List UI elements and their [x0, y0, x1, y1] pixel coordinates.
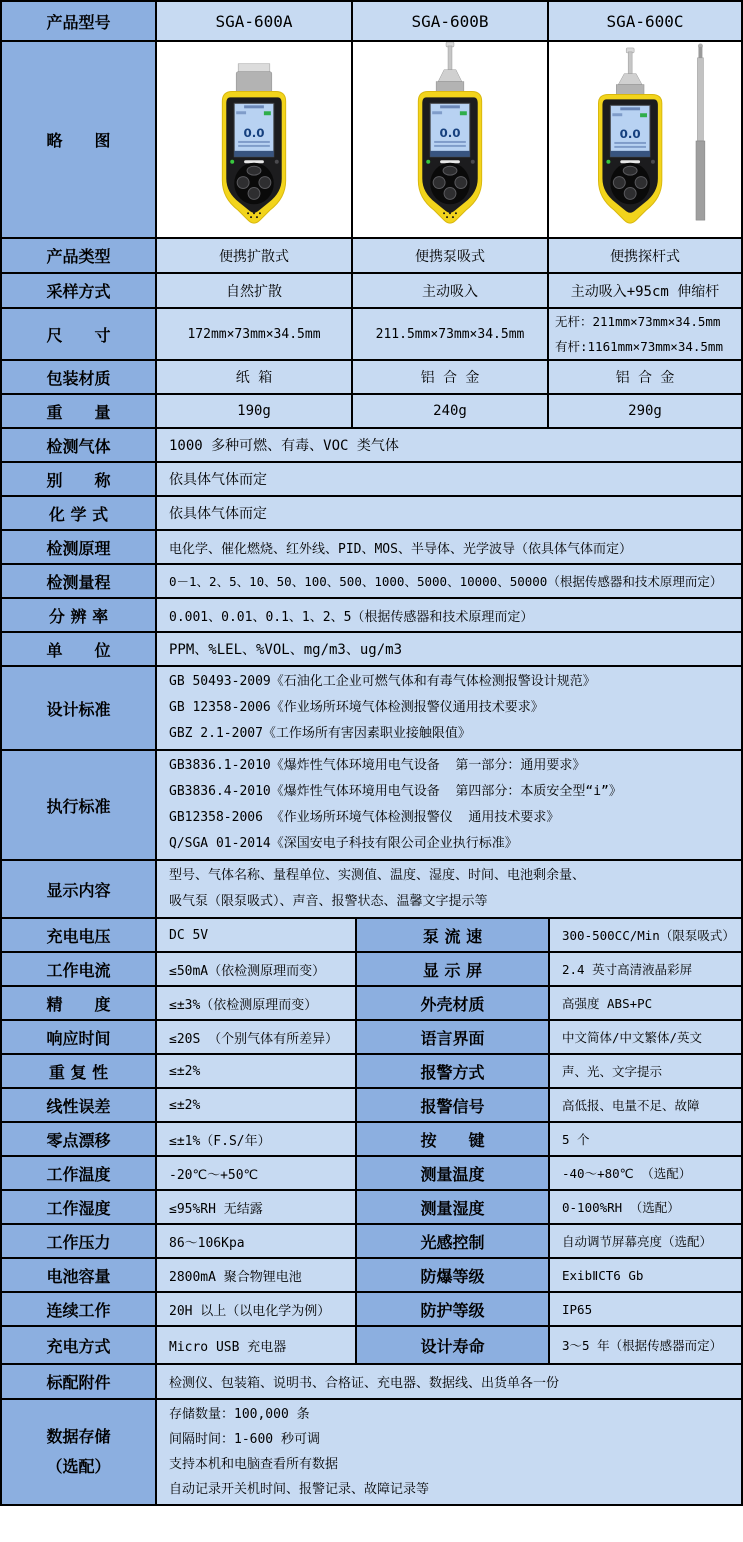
row-label-working-current: 工作电流: [1, 952, 156, 986]
row-label-size: 尺 寸: [1, 308, 156, 360]
alarm-mode-value: 声、光、文字提示: [549, 1054, 742, 1088]
weight-a: 190g: [156, 394, 352, 428]
continuous-work-value: 20H 以上（以电化学为例）: [156, 1292, 356, 1326]
light-control-value: 自动调节屏幕亮度（选配）: [549, 1224, 742, 1258]
resolution-value: 0.001、0.01、0.1、1、2、5（根据传感器和技术原理而定）: [156, 598, 742, 632]
sensor-cap-icon: [236, 64, 272, 94]
row-label-accessories: 标配附件: [1, 1364, 156, 1399]
row-label-product-type: 产品类型: [1, 238, 156, 273]
work-pressure-value: 86～106Kpa: [156, 1224, 356, 1258]
power-led: [426, 160, 430, 164]
data-storage-label-line1: 数据存储: [46, 1427, 111, 1446]
row-label-units: 单 位: [1, 632, 156, 666]
row-label-alarm-signal: 报警信号: [356, 1088, 549, 1122]
design-standard-line: GBZ 2.1-2007《工作场所有害因素职业接触限值》: [169, 726, 471, 741]
pump-probe-icon: [436, 42, 464, 94]
repeatability-value: ≤±2%: [156, 1054, 356, 1088]
row-label-language: 语言界面: [356, 1020, 549, 1054]
design-standard-line: GB 50493-2009《石油化工企业可燃气体和有毒气体检测报警设计规范》: [169, 674, 596, 689]
exec-standard-line: Q/SGA 01-2014《深国安电子科技有限公司企业执行标准》: [169, 836, 518, 851]
table-row: [1, 1122, 742, 1156]
row-label-work-pressure: 工作压力: [1, 1224, 156, 1258]
table-row: [1, 1258, 742, 1292]
row-label-formula: 化 学 式: [1, 496, 156, 530]
exec-standard-value: [156, 750, 742, 860]
row-label-zero-drift: 零点漂移: [1, 1122, 156, 1156]
row-label-response-time: 响应时间: [1, 1020, 156, 1054]
table-row: [1, 462, 742, 496]
device-screen: [610, 105, 650, 156]
data-storage-value: [156, 1399, 742, 1505]
table-row: [1, 238, 742, 273]
screen-reading: 0.0: [619, 126, 641, 141]
table-row: [1, 986, 742, 1020]
screen-value: 2.4 英寸高清液晶彩屏: [549, 952, 742, 986]
battery-icon: [264, 111, 271, 115]
product-type-b: 便携泵吸式: [352, 238, 548, 273]
size-c-line1: 无杆：211mm×73mm×34.5mm: [555, 314, 721, 329]
table-row: [1, 41, 742, 238]
packaging-a: 纸 箱: [156, 360, 352, 394]
measure-humidity-value: 0-100%RH （选配）: [549, 1190, 742, 1224]
display-content-line: 吸气泵（限泵吸式）、声音、报警状态、温馨文字提示等: [169, 894, 488, 909]
row-label-battery: 电池容量: [1, 1258, 156, 1292]
data-storage-line: 自动记录开关机时间、报警记录、故障记录等: [169, 1482, 430, 1497]
battery-icon: [460, 111, 467, 115]
row-label-display-content: 显示内容: [1, 860, 156, 918]
row-label-measure-temp: 测量温度: [356, 1156, 549, 1190]
charge-voltage-value: DC 5V: [156, 918, 356, 952]
table-row: [1, 918, 742, 952]
table-row: [1, 666, 742, 750]
table-row: [1, 598, 742, 632]
screen-reading: 0.0: [439, 126, 461, 141]
range-value: 0－1、2、5、10、50、100、500、1000、5000、10000、50000（根据传感器和技术原理而定）: [156, 564, 742, 598]
power-led: [230, 160, 234, 164]
data-storage-label-line2: （选配）: [46, 1457, 111, 1476]
row-label-alias: 别 称: [1, 462, 156, 496]
table-row: [1, 1, 742, 41]
packaging-c: 铝 合 金: [548, 360, 742, 394]
size-a: 172mm×73mm×34.5mm: [156, 308, 352, 360]
model-name-a: SGA-600A: [156, 1, 352, 41]
telescopic-rod-icon: [696, 43, 705, 220]
data-storage-line: 存储数量：100,000 条: [169, 1407, 310, 1422]
row-label-accuracy: 精 度: [1, 986, 156, 1020]
table-row: [1, 1054, 742, 1088]
units-value: PPM、%LEL、%VOL、mg/m3、ug/m3: [156, 632, 742, 666]
row-label-pump-flow: 泵 流 速: [356, 918, 549, 952]
row-label-screen: 显 示 屏: [356, 952, 549, 986]
row-label-range: 检测量程: [1, 564, 156, 598]
explosion-proof-value: ExibⅡCT6 Gb: [549, 1258, 742, 1292]
product-type-c: 便携探杆式: [548, 238, 742, 273]
row-label-alarm-mode: 报警方式: [356, 1054, 549, 1088]
table-row: [1, 750, 742, 860]
product-type-a: 便携扩散式: [156, 238, 352, 273]
row-label-buttons: 按 键: [356, 1122, 549, 1156]
table-row: [1, 1020, 742, 1054]
table-row: [1, 428, 742, 462]
pump-flow-value: 300-500CC/Min（限泵吸式）: [549, 918, 742, 952]
linearity-value: ≤±2%: [156, 1088, 356, 1122]
row-label-continuous-work: 连续工作: [1, 1292, 156, 1326]
row-label-data-storage: [1, 1399, 156, 1505]
battery-value: 2800mA 聚合物锂电池: [156, 1258, 356, 1292]
row-label-gases: 检测气体: [1, 428, 156, 462]
alias-value: 依具体气体而定: [156, 462, 742, 496]
power-led: [606, 160, 610, 164]
device-screen: [234, 103, 274, 156]
display-content-line: 型号、气体名称、量程单位、实测值、温度、湿度、时间、电池剩余量、: [169, 868, 586, 883]
spec-table-compare: [0, 0, 743, 429]
row-label-product-model: 产品型号: [1, 1, 156, 41]
size-b: 211.5mm×73mm×34.5mm: [352, 308, 548, 360]
working-current-value: ≤50mA（依检测原理而变）: [156, 952, 356, 986]
keypad: [430, 163, 470, 205]
data-storage-line: 支持本机和电脑查看所有数据: [169, 1457, 339, 1472]
spec-table-general: [0, 427, 743, 919]
table-row: [1, 1088, 742, 1122]
row-label-sketch: 略 图: [1, 41, 156, 238]
table-row: [1, 1224, 742, 1258]
table-row: [1, 394, 742, 428]
device-photo-cell-b: [352, 41, 548, 238]
row-label-charge-method: 充电方式: [1, 1326, 156, 1364]
packaging-b: 铝 合 金: [352, 360, 548, 394]
table-row: [1, 860, 742, 918]
row-label-shell: 外壳材质: [356, 986, 549, 1020]
principle-value: 电化学、催化燃烧、红外线、PID、MOS、半导体、光学波导（依具体气体而定）: [156, 530, 742, 564]
buttons-value: 5 个: [549, 1122, 742, 1156]
response-time-value: ≤20S （个别气体有所差异）: [156, 1020, 356, 1054]
device-photo-cell-a: [156, 41, 352, 238]
screen-reading: 0.0: [243, 126, 265, 141]
zero-drift-value: ≤±1%（F.S/年）: [156, 1122, 356, 1156]
row-label-work-humidity: 工作湿度: [1, 1190, 156, 1224]
design-life-value: 3～5 年（根据传感器而定）: [549, 1326, 742, 1364]
work-temp-value: -20℃～+50℃: [156, 1156, 356, 1190]
table-row: [1, 1292, 742, 1326]
row-label-explosion-proof: 防爆等级: [356, 1258, 549, 1292]
row-label-principle: 检测原理: [1, 530, 156, 564]
weight-b: 240g: [352, 394, 548, 428]
row-label-charge-voltage: 充电电压: [1, 918, 156, 952]
alarm-signal-value: 高低报、电量不足、故障: [549, 1088, 742, 1122]
sampling-b: 主动吸入: [352, 273, 548, 308]
battery-icon: [640, 113, 647, 117]
table-row: [1, 1364, 742, 1399]
row-label-linearity: 线性误差: [1, 1088, 156, 1122]
measure-temp-value: -40～+80℃ （选配）: [549, 1156, 742, 1190]
row-label-design-life: 设计寿命: [356, 1326, 549, 1364]
table-row: [1, 1156, 742, 1190]
sampling-c: 主动吸入+95cm 伸缩杆: [548, 273, 742, 308]
protection-value: IP65: [549, 1292, 742, 1326]
size-c-line2: 有杆:1161mm×73mm×34.5mm: [555, 339, 723, 354]
table-row: [1, 952, 742, 986]
table-row: [1, 308, 742, 360]
table-row: [1, 564, 742, 598]
device-photo-sga-600c: [549, 42, 742, 233]
accessories-value: 检测仪、包装箱、说明书、合格证、充电器、数据线、出货单各一份: [156, 1364, 742, 1399]
table-row: [1, 1399, 742, 1505]
exec-standard-line: GB12358-2006 《作业场所环境气体检测报警仪 通用技术要求》: [169, 810, 560, 825]
gases-value: 1000 多种可燃、有毒、VOC 类气体: [156, 428, 742, 462]
table-row: [1, 1326, 742, 1364]
row-label-work-temp: 工作温度: [1, 1156, 156, 1190]
shell-value: 高强度 ABS+PC: [549, 986, 742, 1020]
row-label-protection: 防护等级: [356, 1292, 549, 1326]
data-storage-line: 间隔时间：1-600 秒可调: [169, 1432, 320, 1447]
weight-c: 290g: [548, 394, 742, 428]
work-humidity-value: ≤95%RH 无结露: [156, 1190, 356, 1224]
language-value: 中文简体/中文繁体/英文: [549, 1020, 742, 1054]
device-photo-sga-600b: [353, 42, 547, 233]
spec-table-dual: [0, 917, 743, 1365]
table-row: [1, 273, 742, 308]
model-name-b: SGA-600B: [352, 1, 548, 41]
formula-value: 依具体气体而定: [156, 496, 742, 530]
charge-method-value: Micro USB 充电器: [156, 1326, 356, 1364]
table-row: [1, 496, 742, 530]
table-row: [1, 1190, 742, 1224]
design-standard-value: [156, 666, 742, 750]
device-photo-cell-c: [548, 41, 742, 238]
display-content-value: [156, 860, 742, 918]
accuracy-value: ≤±3%（依检测原理而变）: [156, 986, 356, 1020]
sampling-a: 自然扩散: [156, 273, 352, 308]
device-screen: [430, 103, 470, 156]
row-label-repeatability: 重 复 性: [1, 1054, 156, 1088]
row-label-measure-humidity: 测量湿度: [356, 1190, 549, 1224]
model-name-c: SGA-600C: [548, 1, 742, 41]
exec-standard-line: GB3836.4-2010《爆炸性气体环境用电气设备 第四部分：本质安全型“i”》: [169, 784, 622, 799]
row-label-exec-standard: 执行标准: [1, 750, 156, 860]
row-label-resolution: 分 辨 率: [1, 598, 156, 632]
keypad: [610, 163, 650, 205]
size-c: [548, 308, 742, 360]
row-label-sampling: 采样方式: [1, 273, 156, 308]
keypad: [234, 163, 274, 205]
spec-table-footer: [0, 1363, 743, 1506]
exec-standard-line: GB3836.1-2010《爆炸性气体环境用电气设备 第一部分：通用要求》: [169, 758, 586, 773]
row-label-packaging: 包装材质: [1, 360, 156, 394]
row-label-weight: 重 量: [1, 394, 156, 428]
row-label-light-control: 光感控制: [356, 1224, 549, 1258]
table-row: [1, 530, 742, 564]
row-label-design-standard: 设计标准: [1, 666, 156, 750]
device-photo-sga-600a: [157, 42, 351, 233]
design-standard-line: GB 12358-2006《作业场所环境气体检测报警仪通用技术要求》: [169, 700, 544, 715]
pump-probe-icon: [616, 48, 644, 96]
table-row: [1, 360, 742, 394]
table-row: [1, 632, 742, 666]
